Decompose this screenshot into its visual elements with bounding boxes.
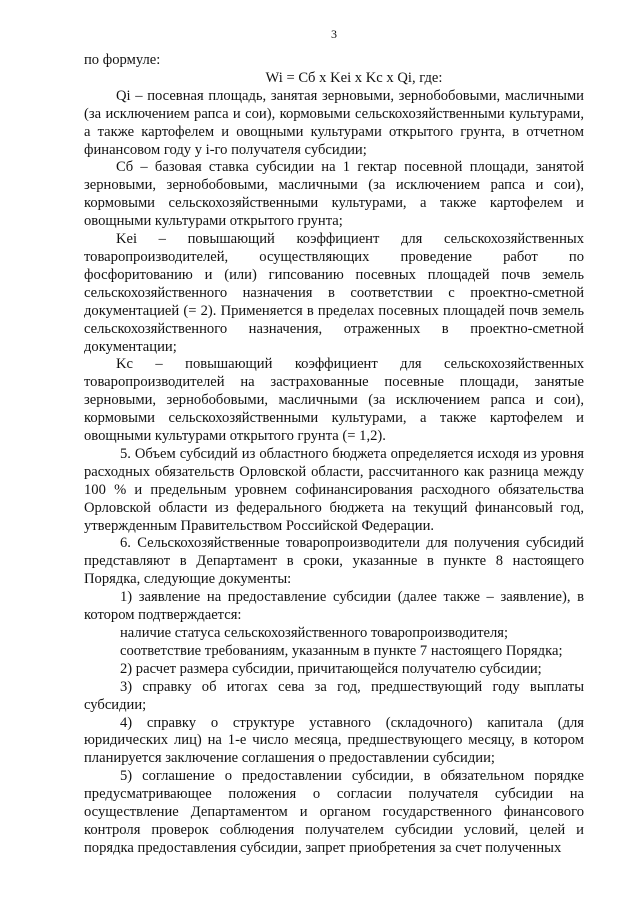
list-item-1: 1) заявление на предоставление субсидии (далее также – заявление), в котором подтверждается: (84, 589, 584, 624)
list-subitem-requirements: соответствие требованиям, указанным в пункте 7 настоящего Порядка; (120, 642, 563, 659)
definition-kei: Kei – повышающий коэффициент для сельскохозяйственных товаропроизводителей, осуществляющих проведение работ по фосфоритованию и (или) гипсованию посевных площадей почв земель сельскохозяйственного назначения в соответствии с проектно-сметной документацией (= 2). Применяется в пределах посевных площадей почв земель сельскохозяйственного назначения, отраженных в проектно-сметной документации; (84, 231, 584, 355)
list-item-4: 4) справку о структуре уставного (складочного) капитала (для юридических лиц) на 1-е число месяца, предшествующего месяцу, в котором планируется заключение соглашения о предоставлении субсидии; (84, 714, 584, 767)
formula-intro: по формуле: (84, 52, 161, 68)
page-number: 3 (331, 27, 337, 41)
definition-cb: Cб – базовая ставка субсидии на 1 гектар посевной площади, занятой зерновыми, зернобобовыми, масличными (за исключением рапса и сои), кормовыми сельскохозяйственными культурами, а также картофелем и овощными культурами открытого грунта; (84, 159, 584, 230)
formula: Wi = Cб x Kei x Kc x Qi, где: (265, 69, 443, 86)
list-item-3: 3) справку об итогах сева за год, предшествующий году выплаты субсидии; (84, 678, 584, 713)
paragraph-6: 6. Сельскохозяйственные товаропроизводители для получения субсидий представляют в Департамент в сроки, указанные в пункте 8 настоящего Порядка, следующие документы: (84, 535, 584, 588)
definition-qi: Qi – посевная площадь, занятая зерновыми, зернобобовыми, масличными (за исключением рапса и сои), кормовыми сельскохозяйственными культурами, а также картофелем и овощными культурами открытого грунта, в отчетном финансовом году у i-го получателя субсидии; (84, 87, 584, 158)
paragraph-5: 5. Объем субсидий из областного бюджета определяется исходя из уровня расходных обязательств Орловской области, рассчитанного как разница между 100 % и предельным уровнем софинансирования расходного обязательства Орловской области из федерального бюджета на текущий финансовый год, утвержденным Правительством Российской Федерации. (84, 445, 584, 534)
document-body (84, 52, 584, 858)
list-item-5: 5) соглашение о предоставлении субсидии, в обязательном порядке предусматривающее положения о согласии получателя субсидии на осуществление Департаментом и органом государственного финансового контроля проверок соблюдения получателем субсидии условий, целей и порядка предоставления субсидии, запрет приобретения за счет полученных (84, 768, 584, 856)
definition-kc: Kc – повышающий коэффициент для сельскохозяйственных товаропроизводителей на застрахованные посевные площади, занятые зерновыми, зернобобовыми, масличными (за исключением рапса и сои), кормовыми сельскохозяйственными культурами, а также картофелем и овощными культурами открытого грунта (= 1,2). (84, 356, 584, 445)
list-subitem-status: наличие статуса сельскохозяйственного товаропроизводителя; (120, 625, 508, 641)
list-item-2: 2) расчет размера субсидии, причитающейся получателю субсидии; (120, 660, 542, 677)
